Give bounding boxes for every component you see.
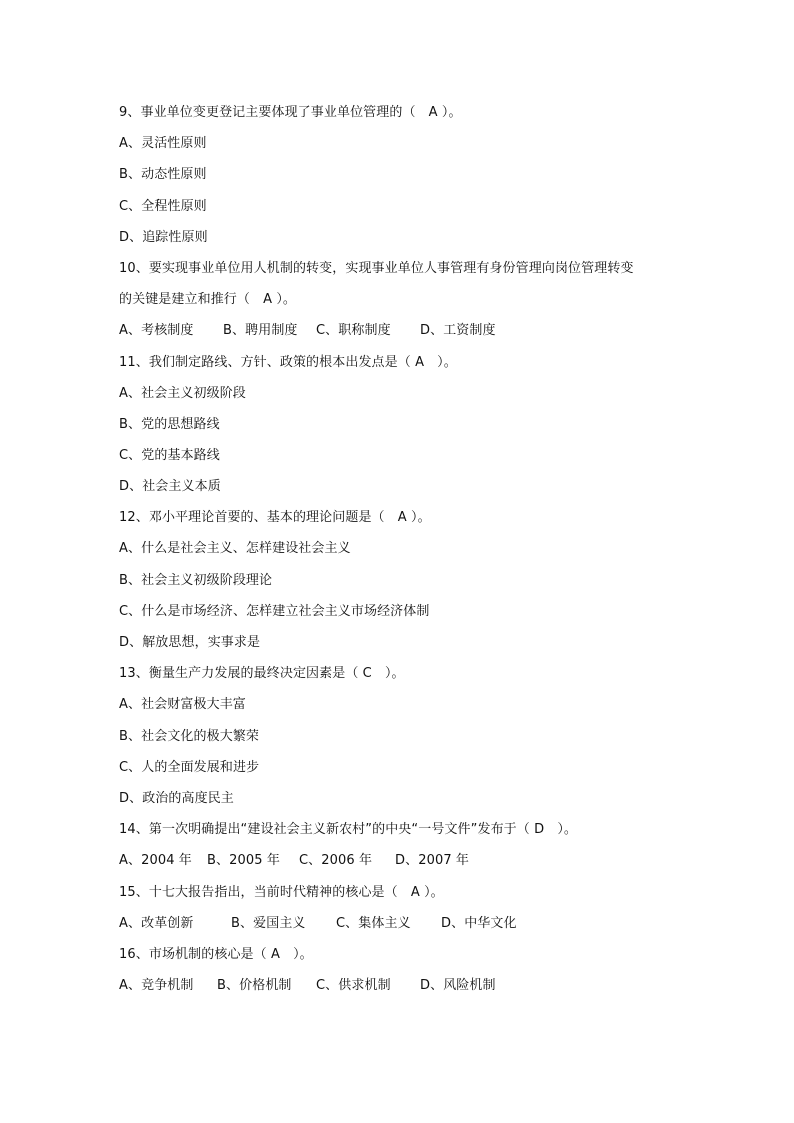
question-16-option-b: B、价格机制 bbox=[217, 978, 292, 993]
question-12-option-d: D、解放思想，实事求是 bbox=[119, 635, 261, 650]
question-12-option-a: A、什么是社会主义、怎样建设社会主义 bbox=[119, 541, 351, 556]
question-10-option-a: A、考核制度 bbox=[119, 323, 194, 338]
question-9: 9、事业单位变更登记主要体现了事业单位管理的（ A ）。 bbox=[119, 105, 462, 120]
question-10-line-2: 的关键是建立和推行（ A ）。 bbox=[119, 292, 297, 307]
question-16: 16、市场机制的核心是（ A ）。 bbox=[119, 947, 313, 962]
question-12: 12、邓小平理论首要的、基本的理论问题是（ A ）。 bbox=[119, 510, 431, 525]
question-13-option-d: D、政治的高度民主 bbox=[119, 791, 234, 806]
question-16-option-a: A、竞争机制 bbox=[119, 978, 194, 993]
question-11: 11、我们制定路线、方针、政策的根本出发点是（ A ）。 bbox=[119, 355, 457, 370]
question-9-option-b: B、动态性原则 bbox=[119, 167, 207, 182]
question-13-option-c: C、人的全面发展和进步 bbox=[119, 760, 260, 775]
question-11-option-c: C、党的基本路线 bbox=[119, 448, 220, 463]
question-15-option-b: B、爱国主义 bbox=[231, 916, 306, 931]
question-11-option-a: A、社会主义初级阶段 bbox=[119, 386, 246, 401]
question-11-option-d: D、社会主义本质 bbox=[119, 479, 221, 494]
question-14-options-row bbox=[119, 853, 679, 869]
question-15-option-d: D、中华文化 bbox=[441, 916, 517, 931]
question-15: 15、十七大报告指出，当前时代精神的核心是（ A ）。 bbox=[119, 885, 444, 900]
question-10-option-c: C、职称制度 bbox=[316, 323, 391, 338]
question-9-option-c: C、全程性原则 bbox=[119, 199, 207, 214]
question-15-option-a: A、改革创新 bbox=[119, 916, 194, 931]
question-13-option-a: A、社会财富极大丰富 bbox=[119, 697, 246, 712]
question-15-options-row bbox=[119, 916, 679, 932]
question-14-option-d: D、2007 年 bbox=[395, 853, 470, 868]
question-16-option-c: C、供求机制 bbox=[316, 978, 391, 993]
question-9-option-a: A、灵活性原则 bbox=[119, 136, 207, 151]
question-10-option-b: B、聘用制度 bbox=[223, 323, 298, 338]
question-16-option-d: D、风险机制 bbox=[420, 978, 496, 993]
question-10-options-row bbox=[119, 323, 679, 339]
question-14-option-b: B、2005 年 bbox=[207, 853, 280, 868]
question-13: 13、衡量生产力发展的最终决定因素是（ C ）。 bbox=[119, 666, 405, 681]
question-15-option-c: C、集体主义 bbox=[336, 916, 411, 931]
question-13-option-b: B、社会文化的极大繁荣 bbox=[119, 729, 260, 744]
question-16-options-row bbox=[119, 978, 679, 994]
question-9-option-d: D、追踪性原则 bbox=[119, 230, 208, 245]
question-10-option-d: D、工资制度 bbox=[420, 323, 496, 338]
question-14-option-c: C、2006 年 bbox=[299, 853, 373, 868]
question-14-option-a: A、2004 年 bbox=[119, 853, 192, 868]
question-11-option-b: B、党的思想路线 bbox=[119, 417, 220, 432]
question-12-option-b: B、社会主义初级阶段理论 bbox=[119, 573, 273, 588]
question-12-option-c: C、什么是市场经济、怎样建立社会主义市场经济体制 bbox=[119, 604, 430, 619]
question-10-line-1: 10、要实现事业单位用人机制的转变，实现事业单位人事管理有身份管理向岗位管理转变 bbox=[119, 261, 634, 276]
question-14: 14、第一次明确提出“建设社会主义新农村”的中央“一号文件”发布于（ D ）。 bbox=[119, 822, 578, 837]
